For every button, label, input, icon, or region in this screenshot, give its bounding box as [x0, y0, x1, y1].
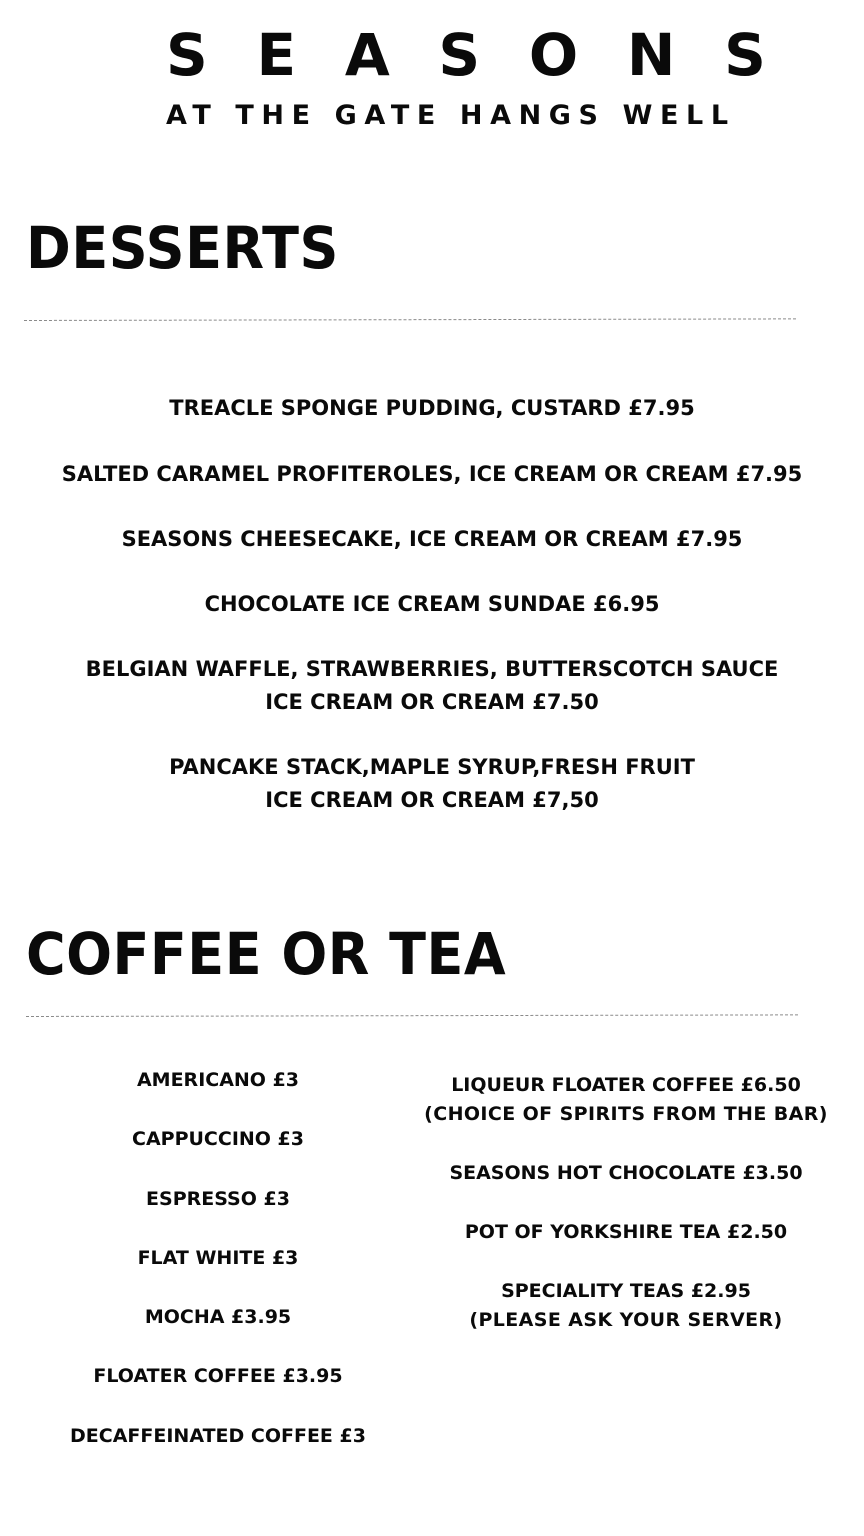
- drink-item: FLAT WHITE £3: [137, 1246, 299, 1269]
- brand-letter: S: [166, 21, 208, 89]
- brand-title: [166, 22, 766, 88]
- coffee-list-right: [410, 1071, 842, 1365]
- desserts-list: [0, 392, 864, 849]
- drink-item: MOCHA £3.95: [144, 1306, 292, 1329]
- brand-letter: N: [626, 21, 676, 89]
- section-title-desserts: DESSERTS: [26, 213, 339, 282]
- coffee-list-left: [40, 1068, 396, 1483]
- drink-item: [410, 1159, 842, 1188]
- drink-item-note: (CHOICE OF SPIRITS FROM THE BAR): [424, 1103, 828, 1125]
- drink-item: ESPRESSO £3: [146, 1187, 290, 1210]
- drink-item: CAPPUCCINO £3: [132, 1128, 304, 1151]
- section-divider: [26, 1014, 798, 1017]
- brand-subtitle: AT THE GATE HANGS WELL: [166, 100, 736, 131]
- brand-letter: S: [438, 21, 481, 89]
- drink-item-text: LIQUEUR FLOATER COFFEE £6.50: [451, 1074, 801, 1096]
- brand-letter: S: [724, 21, 766, 89]
- brand-letter: O: [528, 21, 579, 89]
- menu-item: [0, 458, 864, 491]
- section-title-coffee-or-tea: COFFEE OR TEA: [26, 919, 507, 988]
- menu-item-text: PANCAKE STACK,MAPLE SYRUP,FRESH FRUIT: [169, 755, 695, 779]
- drink-item: [410, 1277, 842, 1335]
- brand-letter: E: [256, 21, 297, 89]
- menu-item-text: BELGIAN WAFFLE, STRAWBERRIES, BUTTERSCOTCH SAUCE: [85, 657, 779, 681]
- drink-item: [410, 1071, 842, 1129]
- menu-item: [0, 751, 864, 817]
- drink-item-text: POT OF YORKSHIRE TEA £2.50: [464, 1221, 788, 1243]
- drink-item: AMERICANO £3: [136, 1069, 300, 1091]
- drink-item-note: (PLEASE ASK YOUR SERVER): [469, 1309, 783, 1331]
- menu-item-text: SEASONS CHEESECAKE, ICE CREAM OR CREAM £7.95: [121, 527, 743, 551]
- brand-letter: A: [344, 21, 390, 89]
- drink-item: FLOATER COFFEE £3.95: [93, 1365, 343, 1388]
- menu-item-text: CHOCOLATE ICE CREAM SUNDAE £6.95: [204, 592, 660, 616]
- menu-item-text: TREACLE SPONGE PUDDING, CUSTARD £7.95: [169, 396, 695, 420]
- menu-item-text: SALTED CARAMEL PROFITEROLES, ICE CREAM OR CREAM £7.95: [61, 462, 803, 486]
- drink-item-text: SEASONS HOT CHOCOLATE £3.50: [449, 1162, 803, 1184]
- drink-item: DECAFFEINATED COFFEE £3: [70, 1424, 366, 1447]
- section-divider: [24, 318, 796, 321]
- menu-item: [0, 588, 864, 621]
- drink-item-text: SPECIALITY TEAS £2.95: [501, 1280, 751, 1302]
- menu-item: [0, 392, 864, 425]
- menu-item: [0, 653, 864, 719]
- menu-item: [0, 523, 864, 556]
- drink-item: [410, 1218, 842, 1247]
- menu-item-text: ICE CREAM OR CREAM £7.50: [265, 690, 599, 714]
- menu-item-text: ICE CREAM OR CREAM £7,50: [265, 788, 599, 812]
